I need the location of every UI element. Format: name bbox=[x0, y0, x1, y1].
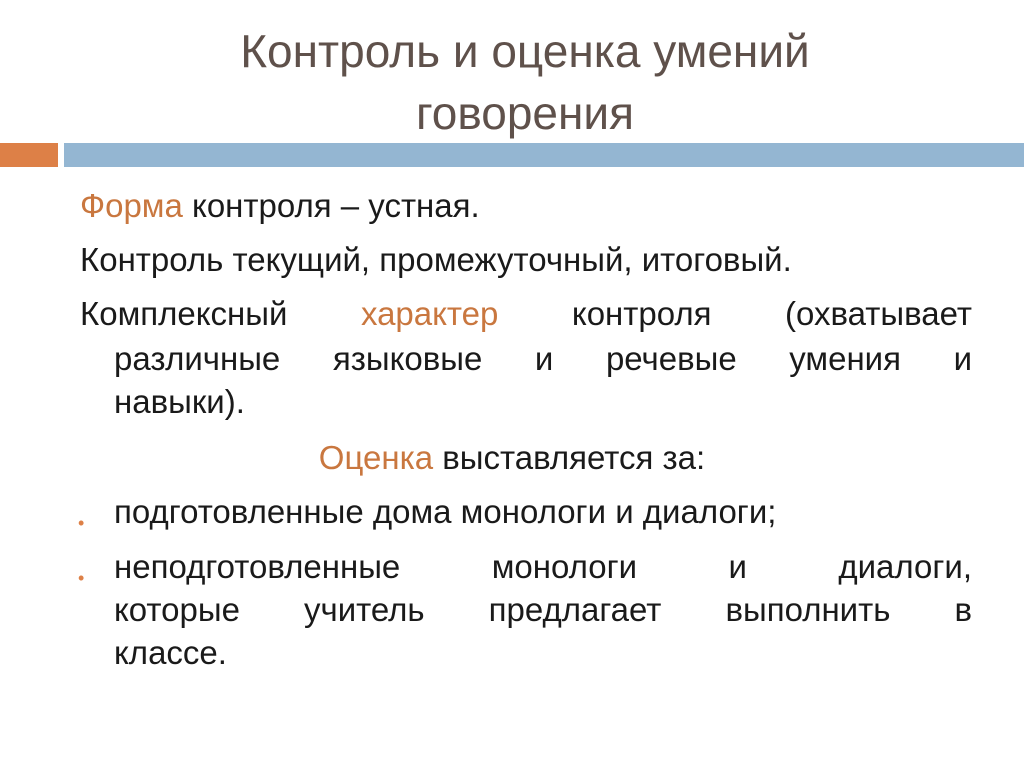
word: и bbox=[953, 340, 972, 377]
paragraph-assessment-text: выставляется за: bbox=[442, 439, 706, 476]
word: диалоги, bbox=[838, 548, 972, 585]
keyword-character: характер bbox=[360, 295, 499, 332]
paragraph-assessment bbox=[0, 436, 1024, 479]
paragraph-form-text: контроля – устная. bbox=[192, 187, 480, 224]
word: речевые bbox=[605, 340, 737, 377]
title-line-2: говорения bbox=[415, 87, 635, 139]
bullet-marker: • bbox=[78, 568, 85, 588]
word: языковые bbox=[332, 340, 483, 377]
paragraph-complex-line-1 bbox=[80, 292, 972, 335]
keyword-form: Форма bbox=[80, 187, 183, 224]
paragraph-complex bbox=[80, 292, 972, 335]
keyword-assessment: Оценка bbox=[318, 439, 434, 476]
paragraph-form bbox=[80, 184, 972, 227]
word: в bbox=[954, 591, 972, 628]
word: учитель bbox=[304, 591, 425, 628]
word: и bbox=[728, 548, 747, 585]
word: Комплексный bbox=[80, 295, 288, 332]
word: которые bbox=[114, 591, 240, 628]
word: и bbox=[534, 340, 554, 377]
bullet-marker: • bbox=[78, 513, 85, 533]
word: различные bbox=[114, 340, 281, 377]
word: предлагает bbox=[488, 591, 662, 628]
bullet-item-unprepared-line-2 bbox=[114, 588, 972, 631]
bullet-item-unprepared-line-3: классе. bbox=[114, 634, 227, 671]
paragraph-complex-cont bbox=[114, 337, 972, 423]
word: умения bbox=[789, 340, 901, 377]
word: контроля bbox=[571, 295, 712, 332]
word: монологи bbox=[491, 548, 638, 585]
title-line-1: Контроль и оценка умений bbox=[240, 25, 810, 77]
word: неподготовленные bbox=[114, 548, 401, 585]
bullet-item-unprepared bbox=[114, 545, 972, 674]
paragraph-complex-line-3: навыки). bbox=[114, 383, 245, 420]
paragraph-control-types: Контроль текущий, промежуточный, итоговый. bbox=[80, 241, 792, 278]
bullet-item-prepared: подготовленные дома монологи и диалоги; bbox=[114, 493, 777, 530]
bullet-item-unprepared-line-1 bbox=[114, 545, 972, 588]
word: выполнить bbox=[725, 591, 891, 628]
paragraph-complex-line-2 bbox=[114, 337, 972, 380]
word: (охватывает bbox=[785, 295, 972, 332]
